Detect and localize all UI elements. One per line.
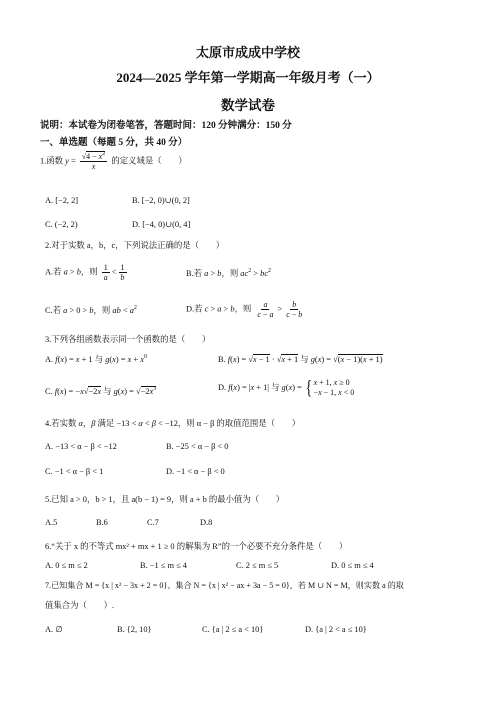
question-7-stem: 7.已知集合 M = {x | x² − 3x + 2 = 0}、集合 N = {x | x² − ax + 3a − 5 = 0}，若 M ∪ N = M，则实数 a 的取 xyxy=(45,581,404,590)
q5-option-b: B.6 xyxy=(96,518,108,527)
q3-option-a: A. f(x) = x + 1 与 $g(x) = x + x^0$ xyxy=(45,354,147,364)
q3-option-b: B. f(x) = √x − 1 · √x + 1 与 g(x) = √(x − 1)(x + 1) xyxy=(218,355,383,364)
school-name: 太原市成成中学校 xyxy=(195,45,300,60)
subject-title: 数学试卷 xyxy=(221,98,275,113)
q1-option-d: D. [−4, 0)∪(0, 4] xyxy=(132,220,191,229)
q3-option-d: D. f(x) = |x + 1| 与 g(x) = {x + 1, x ≥ 0 −x − 1, x < 0 xyxy=(218,377,355,399)
question-3-stem: 3.下列各组函数表示同一个函数的是（ ） xyxy=(45,335,211,344)
question-4-stem: 4.若实数 α，β 满足 −13 < α < β < −12，则 α − β 的取值范围是（ ） xyxy=(45,419,301,428)
question-5-stem: 5.已知 a > 0，b > 1，且 a(b − 1) = 9，则 a + b 的最小值为（ ） xyxy=(45,495,285,504)
q4-option-d: D. −1 < α − β < 0 xyxy=(166,467,225,476)
q4-option-b: B. −25 < α − β < 0 xyxy=(166,442,229,451)
q6-option-c: C. 2 ≤ m ≤ 5 xyxy=(236,561,279,570)
exam-title: 2024—2025 学年第一学期高一年级月考（一） xyxy=(116,70,380,85)
q7-option-b: B. {2, 10} xyxy=(117,625,152,634)
q6-option-d: D. 0 ≤ m ≤ 4 xyxy=(331,561,374,570)
question-2-stem: 2.对于实数 a，b，c，下列说法正确的是（ ） xyxy=(45,241,225,250)
section-heading: 一、单选题（每题 5 分，共 40 分） xyxy=(40,138,188,148)
q7-option-c: C. {a | 2 ≤ a < 10} xyxy=(202,625,264,634)
q6-option-a: A. 0 ≤ m ≤ 2 xyxy=(45,561,88,570)
q4-option-a: A. −13 < α − β < −12 xyxy=(45,442,117,451)
q1-option-c: C. (−2, 2) xyxy=(45,220,78,229)
q4-option-c: C. −1 < α − β < 1 xyxy=(45,467,104,476)
q5-option-c: C.7 xyxy=(147,518,159,527)
question-1-stem: 1.函数 y = $\frac{√4 - x^2}{x}$ 的定义域是（ ） xyxy=(40,151,187,171)
q5-option-d: D.8 xyxy=(200,518,213,527)
q5-option-a: A.5 xyxy=(45,518,58,527)
q2-option-d: D.若 c > a > b，则 $\frac{a}{c - a}$ > $\frac{b}{c - b}$ xyxy=(186,300,303,319)
q1-option-a: A. [−2, 2] xyxy=(45,196,79,205)
q6-option-b: B. −1 ≤ m ≤ 4 xyxy=(140,561,187,570)
q7-option-d: D. {a | 2 < a ≤ 10} xyxy=(305,625,367,634)
q2-option-a: A.若 a > b，则 $\frac{1}{a}$ < $\frac{1}{b}$ xyxy=(45,263,125,282)
q2-option-b: B.若 a > b，则 $ac^2 > bc^2$ xyxy=(186,268,272,278)
q3-option-c: C. f(x) = −x√−2x 与 $g(x) = √-2x^3$ xyxy=(45,386,157,396)
question-7-stem-continued: 值集合为（ ）. xyxy=(45,601,115,610)
q1-option-b: B. [−2, 0)∪(0, 2] xyxy=(132,196,190,205)
question-6-stem: 6.“关于 x 的不等式 mx² + mx + 1 ≥ 0 的解集为 R”的一个必要不充分条件是（ ） xyxy=(45,542,348,551)
q2-option-c: C.若 a > 0 > b，则 ab < $a^2$ xyxy=(45,305,137,315)
exam-instructions: 说明：本试卷为闭卷笔答，答题时间：120 分钟满分：150 分 xyxy=(40,121,292,131)
q7-option-a: A. ∅ xyxy=(45,625,63,634)
